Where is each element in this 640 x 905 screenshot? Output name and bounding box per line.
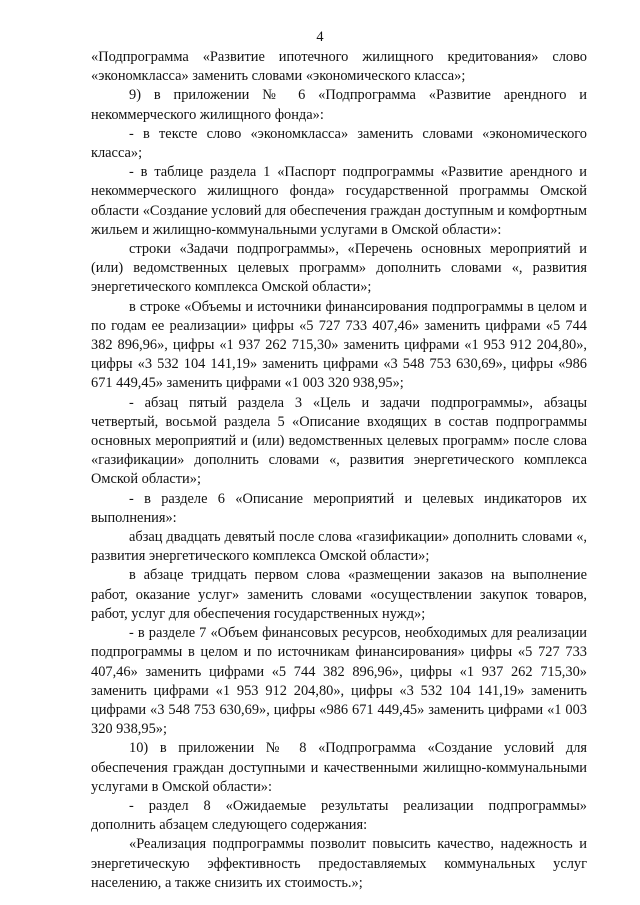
paragraph: в строке «Объемы и источники финансирования подпрограммы в целом и по годам ее реализации» цифры «5 727 733 407,46» заменить цифрами «5 744 382 896,96», цифры «1 937 262 715,30» заменить цифрами «1 953 912 204,80», цифры «3 532 104 141,19» заменить цифрами «3 548 753 630,69», цифры «986 671 449,45» заменить цифрами «1 003 320 938,95»; (91, 298, 587, 392)
document-body (91, 48, 587, 893)
paragraph: строки «Задачи подпрограммы», «Перечень основных мероприятий и (или) ведомственных целевых программ» дополнить словами «, развития энергетического комплекса Омской области»; (91, 241, 587, 296)
paragraph: - в таблице раздела 1 «Паспорт подпрограммы «Развитие арендного и некоммерческого жилищного фонда» государственной программы Омской области «Создание условий для обеспечения граждан доступным и комфортным жильем и жилищно-коммунальными услугами в Омской области»: (91, 164, 587, 238)
paragraph: - раздел 8 «Ожидаемые результаты реализации подпрограммы» дополнить абзацем следующего содержания: (91, 797, 587, 834)
paragraph: «Реализация подпрограммы позволит повысить качество, надежность и энергетическую эффективность предоставляемых коммунальных услуг населению, а также снизить их стоимость.»; (91, 836, 587, 891)
paragraph: - в разделе 6 «Описание мероприятий и целевых индикаторов их выполнения»: (91, 490, 587, 526)
paragraph: 10) в приложении № 8 «Подпрограмма «Создание условий для обеспечения граждан доступными и качественными жилищно-коммунальными услугами в Омской области»: (91, 740, 587, 795)
paragraph: в абзаце тридцать первом слова «размещении заказов на выполнение работ, оказание услуг» заменить словами «осуществлении закупок товаров, работ, услуг для обеспечения государственных нужд»; (91, 567, 587, 622)
paragraph: - в тексте слово «экономкласса» заменить словами «экономического класса»; (91, 125, 587, 162)
paragraph: 9) в приложении № 6 «Подпрограмма «Развитие арендного и некоммерческого жилищного фонда»: (91, 87, 587, 123)
page-number: 4 (316, 29, 324, 45)
paragraph: «Подпрограмма «Развитие ипотечного жилищного кредитования» слово «экономкласса» заменить словами «экономического класса»; (91, 49, 587, 85)
paragraph: абзац двадцать девятый после слова «газификации» дополнить словами «, развития энергетического комплекса Омской области»; (91, 529, 587, 565)
paragraph: - в разделе 7 «Объем финансовых ресурсов, необходимых для реализации подпрограммы в целом и по источникам финансирования» цифры «5 727 733 407,46» заменить цифрами «5 744 382 896,96», цифры «1 937 262 715,30» заменить цифрами «1 953 912 204,80», цифры «3 532 104 141,19» заменить цифрами «3 548 753 630,69», цифры «986 671 449,45» заменить цифрами «1 003 320 938,95»; (91, 625, 587, 738)
paragraph: - абзац пятый раздела 3 «Цель и задачи подпрограммы», абзацы четвертый, восьмой раздела 5 «Описание входящих в состав подпрограммы основных мероприятий и (или) ведомственных целевых программ» после слова «газификации» дополнить словами «, развития энергетического комплекса Омской области»; (91, 394, 587, 488)
